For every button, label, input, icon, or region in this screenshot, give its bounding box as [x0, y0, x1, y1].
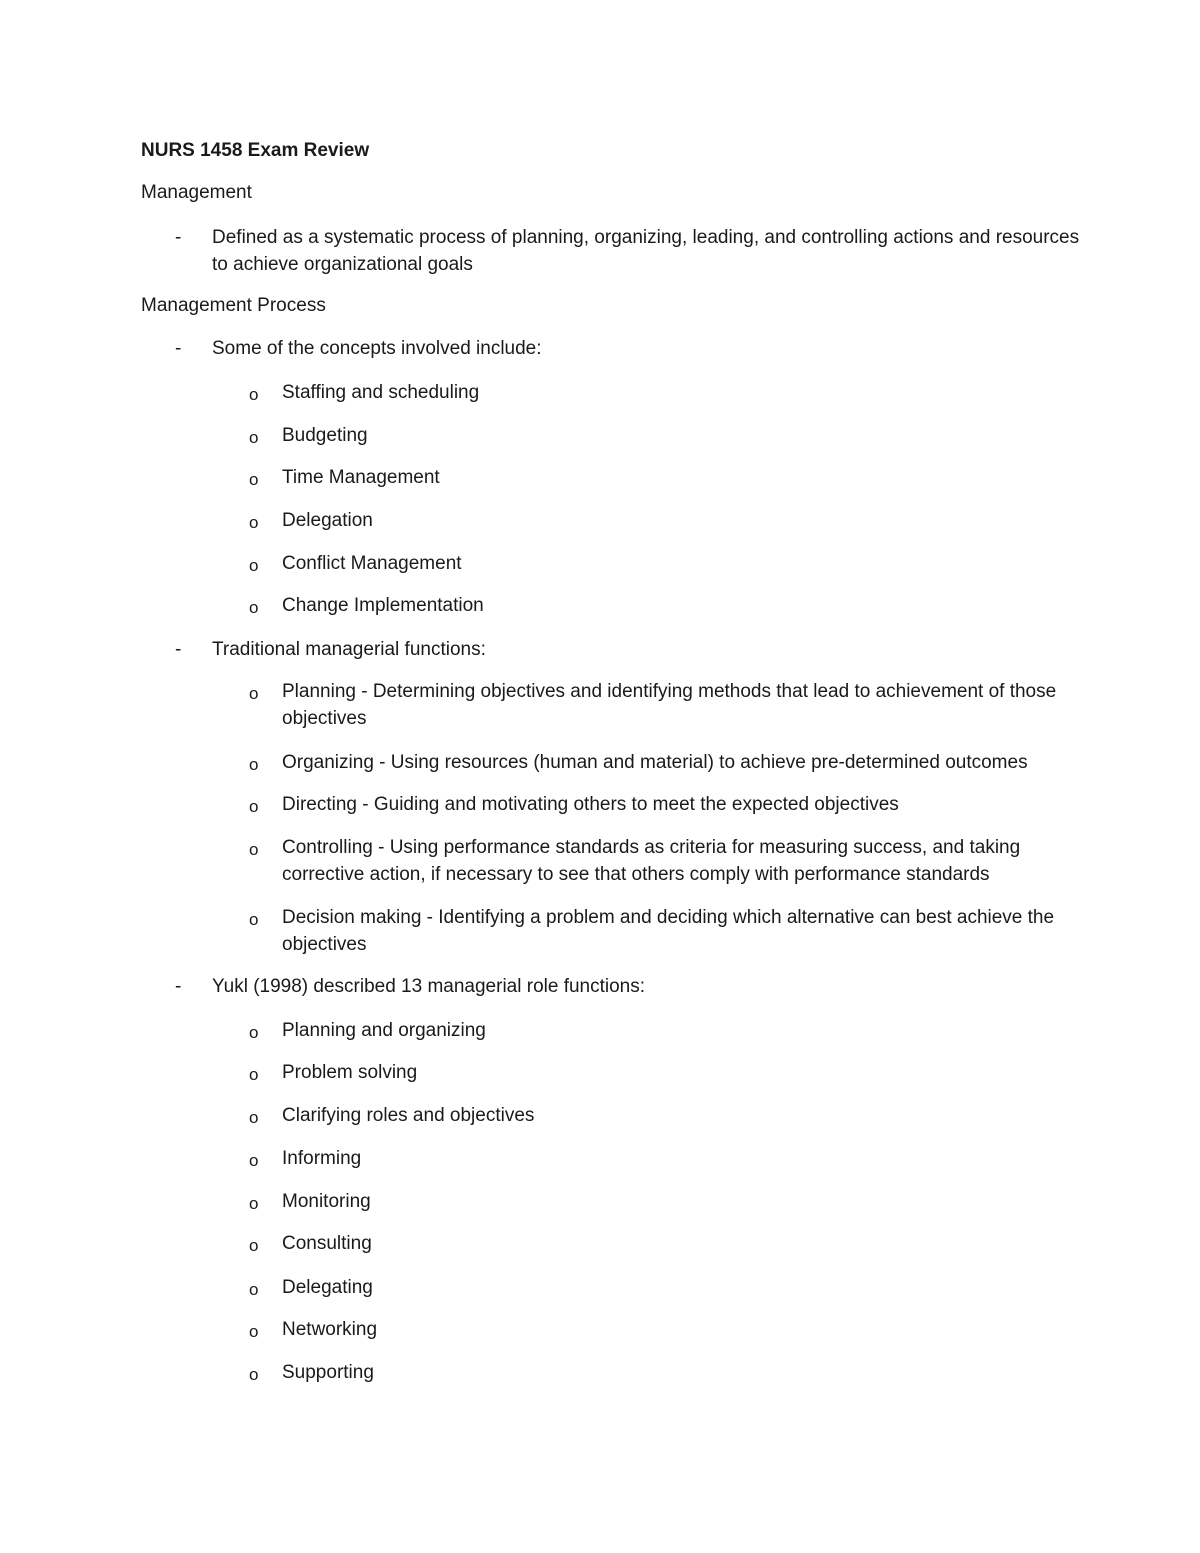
- functions-intro: Traditional managerial functions:: [212, 639, 486, 660]
- list-item: o Networking: [141, 1316, 1081, 1343]
- list-item: o Decision making - Identifying a problem and deciding which alternative can best achieve the objectives: [249, 907, 1055, 955]
- yukl-intro: Yukl (1998) described 13 managerial role functions:: [212, 976, 646, 997]
- o-bullet: o: [249, 1194, 259, 1213]
- list-item: o Conflict Management: [141, 550, 1081, 577]
- list-item: o Informing: [141, 1145, 1081, 1172]
- management-definition-item: [141, 224, 1081, 278]
- o-bullet: o: [249, 684, 259, 703]
- management-definition: Defined as a systematic process of planning, organizing, leading, and controlling actions and resources to achieve organizational goals: [212, 227, 1080, 275]
- list-item: o Supporting: [141, 1359, 1081, 1386]
- o-bullet: o: [249, 1236, 259, 1255]
- o-bullet: o: [249, 513, 259, 532]
- document-title: NURS 1458 Exam Review: [141, 140, 370, 161]
- list-item: o Planning and organizing: [141, 1017, 1081, 1044]
- list-item: o Change Implementation: [141, 592, 1081, 619]
- o-bullet: o: [249, 755, 259, 774]
- list-item: o Organizing - Using resources (human and material) to achieve pre-determined outcomes: [141, 749, 1081, 776]
- list-item: o Clarifying roles and objectives: [141, 1102, 1081, 1129]
- o-bullet: o: [249, 598, 259, 617]
- list-item: o Monitoring: [141, 1188, 1081, 1215]
- o-bullet: o: [249, 1151, 259, 1170]
- list-item: o Staffing and scheduling: [141, 379, 1081, 406]
- list-item: o Budgeting: [141, 422, 1081, 449]
- concepts-intro-item: [141, 335, 1081, 362]
- o-bullet: o: [249, 1108, 259, 1127]
- o-bullet: o: [249, 1280, 259, 1299]
- list-item: o Planning - Determining objectives and identifying methods that lead to achievement of those objectives: [249, 681, 1057, 729]
- dash-bullet: -: [175, 227, 182, 248]
- yukl-intro-item: [141, 973, 1081, 1000]
- o-bullet: o: [249, 385, 259, 404]
- o-bullet: o: [249, 428, 259, 447]
- list-item: o Problem solving: [141, 1059, 1081, 1086]
- o-bullet: o: [249, 910, 259, 929]
- o-bullet: o: [249, 470, 259, 489]
- list-item: o Delegation: [141, 507, 1081, 534]
- o-bullet: o: [249, 840, 259, 859]
- dash-bullet: -: [175, 976, 182, 997]
- list-item: o Consulting: [141, 1230, 1081, 1257]
- list-item: o Delegating: [141, 1274, 1081, 1301]
- list-item: o Directing - Guiding and motivating others to meet the expected objectives: [141, 791, 1081, 818]
- list-item: o Controlling - Using performance standards as criteria for measuring success, and taking corrective action, if necessary to see that others comply with performance standards: [249, 837, 1021, 885]
- o-bullet: o: [249, 1322, 259, 1341]
- o-bullet: o: [249, 1065, 259, 1084]
- o-bullet: o: [249, 1365, 259, 1384]
- list-item: o Time Management: [141, 464, 1081, 491]
- dash-bullet: -: [175, 639, 182, 660]
- functions-intro-item: [141, 636, 1081, 663]
- dash-bullet: -: [175, 338, 182, 359]
- heading-management-process: Management Process: [141, 295, 326, 316]
- o-bullet: o: [249, 1023, 259, 1042]
- heading-management: Management: [141, 182, 252, 203]
- o-bullet: o: [249, 797, 259, 816]
- concepts-intro: Some of the concepts involved include:: [212, 338, 542, 359]
- o-bullet: o: [249, 556, 259, 575]
